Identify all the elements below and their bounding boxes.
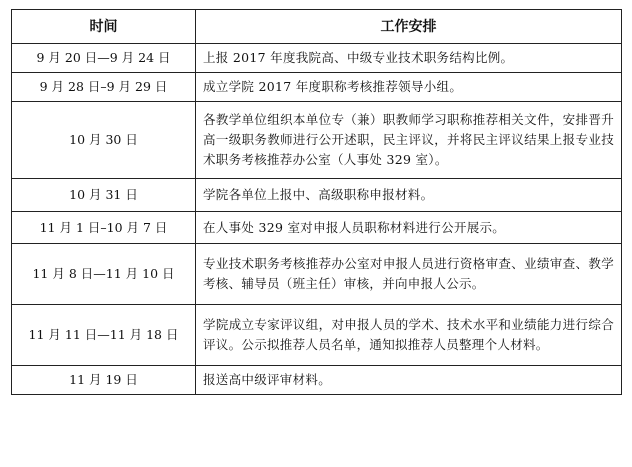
header-time: 时间 [12,10,196,44]
table-row [12,244,622,305]
row-time: 9 月 28 日–9 月 29 日 [12,73,196,102]
row-task: 学院成立专家评议组，对申报人员的学术、技术水平和业绩能力进行综合评议。公示拟推荐人员名单，通知拟推荐人员整理个人材料。 [196,305,622,366]
row-task: 学院各单位上报中、高级职称申报材料。 [196,179,622,212]
row-task: 各教学单位组织本单位专（兼）职教师学习职称推荐相关文件，安排晋升高一级职务教师进行公开述职，民主评议，并将民主评议结果上报专业技术职务考核推荐办公室（人事处 329 室）。 [196,102,622,179]
row-time: 11 月 19 日 [12,366,196,395]
row-time: 10 月 31 日 [12,179,196,212]
table-row [12,44,622,73]
row-task: 专业技术职务考核推荐办公室对申报人员进行资格审查、业绩审查、教学考核、辅导员（班主任）审核，并向申报人公示。 [196,244,622,305]
table-row [12,212,622,244]
schedule-table [11,9,622,395]
row-time: 11 月 11 日—11 月 18 日 [12,305,196,366]
row-time: 9 月 20 日—9 月 24 日 [12,44,196,73]
row-task: 成立学院 2017 年度职称考核推荐领导小组。 [196,73,622,102]
table-row [12,305,622,366]
row-task: 在人事处 329 室对申报人员职称材料进行公开展示。 [196,212,622,244]
header-row [12,10,622,44]
row-time: 11 月 1 日–10 月 7 日 [12,212,196,244]
table-row [12,102,622,179]
row-task: 报送高中级评审材料。 [196,366,622,395]
header-task: 工作安排 [196,10,622,44]
table-row [12,366,622,395]
row-time: 11 月 8 日—11 月 10 日 [12,244,196,305]
row-time: 10 月 30 日 [12,102,196,179]
table-row [12,73,622,102]
table-row [12,179,622,212]
row-task: 上报 2017 年度我院高、中级专业技术职务结构比例。 [196,44,622,73]
